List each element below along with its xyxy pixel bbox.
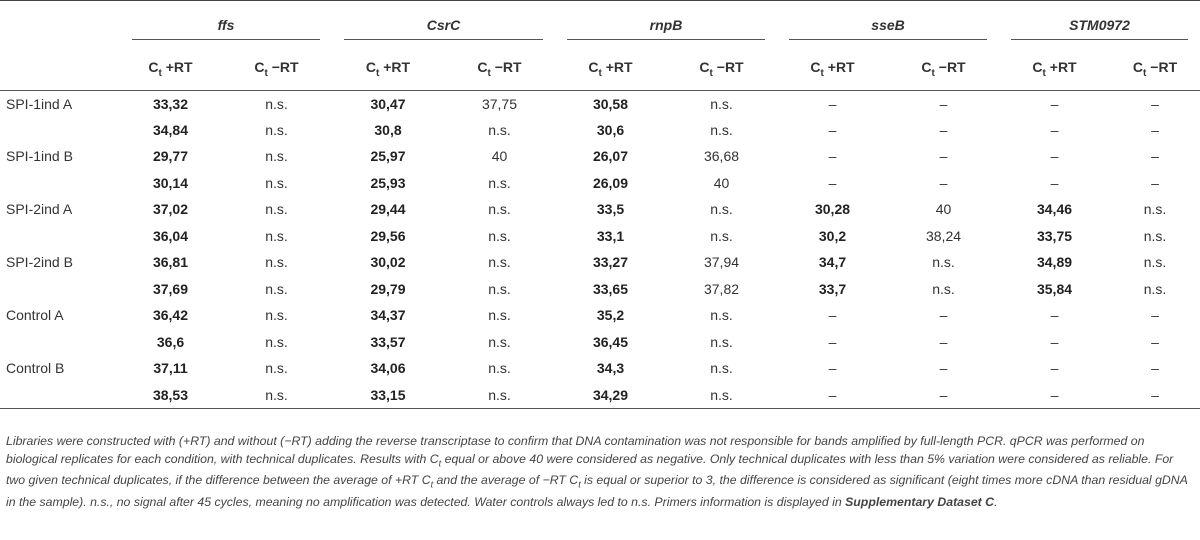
- table-top-rule: [0, 0, 1200, 1]
- ct-symbol: C: [699, 58, 710, 75]
- group-name: rnpB: [649, 16, 683, 33]
- row-label: Control A: [6, 307, 64, 324]
- ct-minus-rt-cell: n.s.: [710, 121, 733, 138]
- ct-minus-rt-cell: n.s.: [710, 360, 733, 377]
- ct-symbol: C: [921, 58, 932, 75]
- table-footnote: [6, 433, 1192, 512]
- ct-plus-rt-cell: –: [828, 333, 837, 350]
- ct-plus-rt-cell: 34,3: [596, 360, 625, 377]
- ct-plus-rt-cell: 25,93: [370, 174, 406, 191]
- ct-plus-rt-cell: 33,1: [596, 227, 625, 244]
- ct-minus-rt-cell: n.s.: [710, 307, 733, 324]
- table-body: [0, 90, 1200, 408]
- ct-subscript: t: [931, 67, 935, 79]
- ct-plus-rt-cell: 30,47: [370, 95, 406, 112]
- table-row: [0, 117, 1200, 144]
- ct-minus-rt-cell: –: [1151, 360, 1159, 377]
- ct-minus-rt-cell: –: [939, 333, 948, 350]
- ct-plus-rt-cell: 35,2: [596, 307, 625, 324]
- sub-header-plus-rt: [777, 48, 888, 90]
- ct-plus-rt-cell: 38,53: [120, 382, 221, 409]
- table-row: [0, 302, 1200, 329]
- ct-subscript: t: [264, 67, 268, 79]
- rt-label: +RT: [605, 58, 633, 75]
- sub-header-minus-rt: [221, 48, 332, 90]
- group-name: CsrC: [426, 16, 461, 33]
- ct-plus-rt-cell: 34,89: [1036, 254, 1073, 271]
- row-label: [0, 382, 120, 409]
- ct-plus-rt-cell: 30,02: [370, 254, 406, 271]
- ct-plus-rt-cell: –: [1050, 121, 1059, 138]
- ct-plus-rt-cell: 34,29: [555, 382, 666, 409]
- ct-minus-rt-cell: 40: [491, 148, 508, 165]
- ct-plus-rt-cell: –: [828, 121, 837, 138]
- rt-label: −RT: [938, 58, 966, 75]
- group-header-sseb: [777, 8, 999, 48]
- table-row: [0, 276, 1200, 303]
- sub-header-plus-rt: [332, 48, 444, 90]
- ct-minus-rt-cell: 40: [713, 174, 730, 191]
- ct-minus-rt-cell: –: [939, 121, 948, 138]
- row-label: [0, 329, 120, 356]
- rt-label: −RT: [494, 58, 522, 75]
- sub-header-plus-rt: [555, 48, 666, 90]
- row-label: Control B: [6, 360, 65, 377]
- ct-plus-rt-cell: 36,81: [152, 254, 189, 271]
- ct-minus-rt-cell: n.s.: [1143, 201, 1167, 218]
- ct-symbol: C: [148, 58, 159, 75]
- ct-minus-rt-cell: n.s.: [488, 360, 511, 377]
- supplementary-dataset-link[interactable]: Supplementary Dataset C: [845, 495, 995, 510]
- ct-minus-rt-cell: –: [1151, 333, 1159, 350]
- ct-minus-rt-cell: n.s.: [1143, 227, 1167, 244]
- ct-plus-rt-cell: 36,6: [156, 333, 185, 350]
- ct-minus-rt-cell: n.s.: [265, 227, 288, 244]
- ct-plus-rt-cell: 29,56: [370, 227, 406, 244]
- ct-minus-rt-cell: n.s.: [488, 174, 511, 191]
- row-label: [0, 276, 120, 303]
- ct-plus-rt-cell: –: [828, 148, 837, 165]
- ct-minus-rt-cell: n.s.: [1143, 280, 1167, 297]
- sub-header-minus-rt: [888, 48, 999, 90]
- ct-minus-rt-cell: n.s.: [265, 201, 288, 218]
- ct-plus-rt-cell: 33,65: [592, 280, 629, 297]
- ct-minus-rt-cell: 40: [935, 201, 952, 218]
- ct-plus-rt-cell: 30,14: [152, 174, 189, 191]
- ct-minus-rt-cell: n.s.: [666, 382, 777, 409]
- ct-plus-rt-cell: –: [1050, 95, 1059, 112]
- ct-minus-rt-cell: –: [1151, 121, 1159, 138]
- footnote-text: and the average of −RT: [433, 473, 570, 488]
- ct-minus-rt-cell: n.s.: [488, 254, 511, 271]
- qpcr-results-table: [0, 8, 1200, 409]
- ct-minus-rt-cell: n.s.: [444, 382, 555, 409]
- ct-minus-rt-cell: n.s.: [710, 333, 733, 350]
- ct-plus-rt-cell: 34,37: [370, 307, 406, 324]
- row-label-subheader: [0, 48, 120, 90]
- ct-plus-rt-cell: 33,5: [596, 201, 625, 218]
- ct-minus-rt-cell: n.s.: [932, 254, 955, 271]
- sub-header-row: [0, 48, 1200, 90]
- ct-minus-rt-cell: –: [1110, 382, 1200, 409]
- ct-minus-rt-cell: –: [939, 95, 948, 112]
- ct-plus-rt-cell: –: [1050, 307, 1059, 324]
- ct-minus-rt-cell: –: [1151, 174, 1159, 191]
- ct-minus-rt-cell: n.s.: [710, 95, 733, 112]
- group-header-rnpb: [555, 8, 777, 48]
- ct-minus-rt-cell: n.s.: [710, 201, 733, 218]
- table-row: [0, 143, 1200, 170]
- ct-plus-rt-cell: 37,11: [153, 360, 188, 377]
- ct-symbol: C: [477, 58, 488, 75]
- ct-plus-rt-cell: 34,46: [1036, 201, 1073, 218]
- ct-minus-rt-cell: n.s.: [265, 95, 288, 112]
- ct-symbol: C: [588, 58, 599, 75]
- table-row: [0, 170, 1200, 197]
- ct-plus-rt-cell: –: [1050, 360, 1059, 377]
- ct-subscript: t: [578, 479, 581, 490]
- row-label: SPI-1ind B: [6, 148, 73, 165]
- ct-minus-rt-cell: n.s.: [265, 148, 288, 165]
- ct-plus-rt-cell: 29,79: [370, 280, 406, 297]
- ct-plus-rt-cell: 30,6: [596, 121, 625, 138]
- ct-plus-rt-cell: –: [777, 382, 888, 409]
- ct-minus-rt-cell: n.s.: [488, 280, 511, 297]
- ct-symbol: C: [254, 58, 265, 75]
- ct-plus-rt-cell: –: [828, 360, 837, 377]
- rt-label: +RT: [1049, 58, 1077, 75]
- row-label: [0, 170, 120, 197]
- group-underline: [1011, 39, 1188, 40]
- ct-plus-rt-cell: 36,04: [152, 227, 189, 244]
- ct-plus-rt-cell: 36,42: [152, 307, 189, 324]
- ct-plus-rt-cell: 33,75: [1036, 227, 1073, 244]
- group-header-row: [0, 8, 1200, 48]
- rt-label: −RT: [716, 58, 744, 75]
- ct-plus-rt-cell: 26,09: [592, 174, 629, 191]
- ct-symbol: C: [429, 451, 439, 466]
- ct-plus-rt-cell: 29,44: [370, 201, 406, 218]
- ct-plus-rt-cell: –: [828, 307, 837, 324]
- rt-label: −RT: [1150, 58, 1178, 75]
- ct-subscript: t: [820, 67, 824, 79]
- ct-minus-rt-cell: –: [888, 382, 999, 409]
- group-header-stm0972: [999, 8, 1200, 48]
- rt-label: +RT: [383, 58, 411, 75]
- ct-plus-rt-cell: 33,57: [370, 333, 406, 350]
- ct-subscript: t: [1143, 67, 1147, 79]
- sub-header-plus-rt: [999, 48, 1110, 90]
- ct-symbol: C: [1032, 58, 1043, 75]
- ct-plus-rt-cell: 34,7: [818, 254, 847, 271]
- footnote-text: is equal or superior to 3, the difference is considered as significant (eight times more cDNA than residual gDNA in the sample). n.s., no signal after 45 cycles, meaning no amplification was detected. Water controls always led to n.s. Primers information is displayed in: [6, 473, 1188, 510]
- rt-label: −RT: [271, 58, 299, 75]
- table-row: [0, 90, 1200, 117]
- ct-plus-rt-cell: –: [1050, 333, 1059, 350]
- group-underline: [132, 39, 320, 40]
- table-row: [0, 355, 1200, 382]
- ct-symbol: C: [1132, 58, 1144, 75]
- ct-subscript: t: [709, 67, 713, 79]
- footnote-text: equal or above 40 were considered as negative. Only technical duplicates with less than 5% variation were considered as reliable. For two given technical duplicates, if the difference between the average of +RT: [6, 451, 1174, 488]
- rt-label: +RT: [165, 58, 193, 75]
- ct-minus-rt-cell: –: [1151, 148, 1159, 165]
- ct-plus-rt-cell: 30,28: [814, 201, 851, 218]
- group-name: ffs: [217, 16, 235, 33]
- sub-header-minus-rt: [1110, 48, 1200, 90]
- group-header-ffs: [120, 8, 332, 48]
- ct-plus-rt-cell: 34,84: [152, 121, 189, 138]
- ct-subscript: t: [376, 67, 380, 79]
- table-row: [0, 196, 1200, 223]
- ct-minus-rt-cell: n.s.: [265, 174, 288, 191]
- group-underline: [567, 39, 765, 40]
- ct-minus-rt-cell: –: [939, 174, 948, 191]
- ct-minus-rt-cell: n.s.: [710, 227, 733, 244]
- sub-header-plus-rt: [120, 48, 221, 90]
- group-name: STM0972: [1069, 16, 1130, 33]
- ct-plus-rt-cell: 33,32: [152, 95, 189, 112]
- row-label-header: [0, 8, 120, 48]
- footnote-text: .: [994, 495, 998, 510]
- ct-plus-rt-cell: –: [1050, 148, 1059, 165]
- group-underline: [344, 39, 543, 40]
- ct-plus-rt-cell: 37,02: [152, 201, 189, 218]
- ct-plus-rt-cell: 26,07: [592, 148, 629, 165]
- ct-symbol: C: [810, 58, 821, 75]
- table-row: [0, 223, 1200, 250]
- ct-plus-rt-cell: 36,45: [592, 333, 629, 350]
- ct-minus-rt-cell: n.s.: [488, 307, 511, 324]
- ct-minus-rt-cell: n.s.: [488, 227, 511, 244]
- ct-minus-rt-cell: n.s.: [488, 121, 511, 138]
- ct-minus-rt-cell: –: [1151, 307, 1159, 324]
- ct-plus-rt-cell: 29,77: [152, 148, 189, 165]
- ct-minus-rt-cell: n.s.: [1143, 254, 1167, 271]
- ct-subscript: t: [430, 479, 434, 490]
- ct-subscript: t: [598, 67, 602, 79]
- ct-minus-rt-cell: 37,75: [481, 95, 518, 112]
- ct-plus-rt-cell: 25,97: [370, 148, 406, 165]
- group-underline: [789, 39, 987, 40]
- ct-plus-rt-cell: 30,58: [592, 95, 629, 112]
- ct-minus-rt-cell: –: [939, 148, 948, 165]
- ct-minus-rt-cell: –: [939, 307, 948, 324]
- ct-plus-rt-cell: –: [828, 174, 837, 191]
- row-label: SPI-2ind A: [6, 201, 73, 218]
- ct-symbol: C: [421, 473, 431, 488]
- ct-subscript: t: [487, 67, 491, 79]
- ct-minus-rt-cell: 38,24: [925, 227, 962, 244]
- ct-minus-rt-cell: 36,68: [703, 148, 740, 165]
- footnote-text: Libraries were constructed with (+RT) and without (−RT) adding the reverse transcriptase to confirm that DNA contamination was not responsible for bands amplified by full-length PCR. qPCR was performed on biological replicates for each condition, with technical duplicates. Results with: [6, 434, 1145, 466]
- ct-minus-rt-cell: n.s.: [265, 360, 288, 377]
- ct-minus-rt-cell: –: [939, 360, 948, 377]
- ct-minus-rt-cell: n.s.: [932, 280, 955, 297]
- sub-header-minus-rt: [444, 48, 555, 90]
- group-name: sseB: [871, 16, 905, 33]
- ct-plus-rt-cell: 30,2: [818, 227, 847, 244]
- ct-plus-rt-cell: 33,15: [332, 382, 444, 409]
- ct-minus-rt-cell: n.s.: [265, 307, 288, 324]
- ct-minus-rt-cell: –: [1151, 95, 1159, 112]
- ct-plus-rt-cell: 33,27: [592, 254, 629, 271]
- ct-minus-rt-cell: n.s.: [488, 201, 511, 218]
- ct-plus-rt-cell: 30,8: [374, 121, 402, 138]
- ct-plus-rt-cell: 35,84: [1036, 280, 1073, 297]
- ct-minus-rt-cell: 37,94: [703, 254, 740, 271]
- ct-minus-rt-cell: 37,82: [703, 280, 740, 297]
- ct-plus-rt-cell: –: [828, 95, 837, 112]
- ct-plus-rt-cell: 34,06: [370, 360, 406, 377]
- row-label: [0, 223, 120, 250]
- ct-subscript: t: [438, 457, 442, 468]
- ct-plus-rt-cell: –: [999, 382, 1110, 409]
- ct-minus-rt-cell: n.s.: [265, 333, 288, 350]
- row-label: SPI-1ind A: [6, 95, 73, 112]
- ct-minus-rt-cell: n.s.: [265, 121, 288, 138]
- ct-plus-rt-cell: –: [1050, 174, 1059, 191]
- rt-label: +RT: [827, 58, 855, 75]
- ct-minus-rt-cell: n.s.: [265, 254, 288, 271]
- ct-plus-rt-cell: 33,7: [818, 280, 847, 297]
- ct-minus-rt-cell: n.s.: [265, 280, 288, 297]
- row-label: [0, 117, 120, 144]
- ct-plus-rt-cell: 37,69: [152, 280, 189, 297]
- group-header-csrc: [332, 8, 555, 48]
- row-label: SPI-2ind B: [6, 254, 73, 271]
- ct-minus-rt-cell: n.s.: [221, 382, 332, 409]
- table-row: [0, 329, 1200, 356]
- table-row: [0, 382, 1200, 409]
- ct-symbol: C: [569, 473, 579, 488]
- ct-subscript: t: [158, 67, 162, 79]
- ct-subscript: t: [1042, 67, 1046, 79]
- table-row: [0, 249, 1200, 276]
- sub-header-minus-rt: [666, 48, 777, 90]
- ct-symbol: C: [365, 58, 377, 75]
- ct-minus-rt-cell: n.s.: [488, 333, 511, 350]
